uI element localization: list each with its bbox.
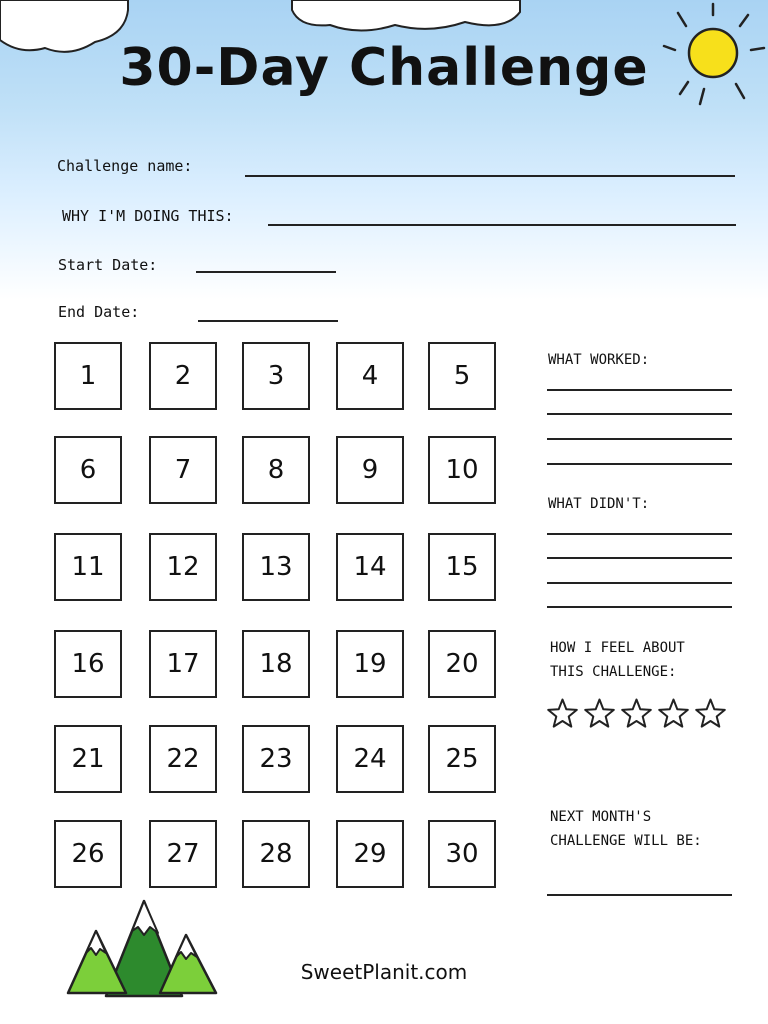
- what-worked-line[interactable]: [547, 413, 732, 415]
- day-box[interactable]: 8: [242, 436, 310, 504]
- day-box[interactable]: 15: [428, 533, 496, 601]
- day-box[interactable]: 12: [149, 533, 217, 601]
- day-box[interactable]: 22: [149, 725, 217, 793]
- what-worked-line[interactable]: [547, 438, 732, 440]
- day-box[interactable]: 21: [54, 725, 122, 793]
- day-box[interactable]: 3: [242, 342, 310, 410]
- day-box[interactable]: 11: [54, 533, 122, 601]
- what-worked-label: WHAT WORKED:: [548, 352, 650, 368]
- what-didnt-line[interactable]: [547, 606, 732, 608]
- day-box[interactable]: 9: [336, 436, 404, 504]
- feel-label-line2: THIS CHALLENGE:: [550, 664, 677, 680]
- rating-stars: [546, 697, 727, 730]
- day-box[interactable]: 1: [54, 342, 122, 410]
- day-box[interactable]: 17: [149, 630, 217, 698]
- what-didnt-line[interactable]: [547, 533, 732, 535]
- what-didnt-line[interactable]: [547, 557, 732, 559]
- what-worked-line[interactable]: [547, 463, 732, 465]
- day-box[interactable]: 30: [428, 820, 496, 888]
- day-box[interactable]: 19: [336, 630, 404, 698]
- day-box[interactable]: 5: [428, 342, 496, 410]
- footer-website: SweetPlanit.com: [300, 960, 468, 984]
- star-icon[interactable]: [546, 697, 579, 730]
- feel-label-line1: HOW I FEEL ABOUT: [550, 640, 685, 656]
- why-line[interactable]: [268, 224, 736, 226]
- day-box[interactable]: 13: [242, 533, 310, 601]
- why-label: WHY I'M DOING THIS:: [62, 207, 234, 225]
- day-box[interactable]: 6: [54, 436, 122, 504]
- day-box[interactable]: 20: [428, 630, 496, 698]
- what-worked-line[interactable]: [547, 389, 732, 391]
- day-box[interactable]: 27: [149, 820, 217, 888]
- end-date-label: End Date:: [58, 303, 140, 321]
- day-box[interactable]: 25: [428, 725, 496, 793]
- day-box[interactable]: 26: [54, 820, 122, 888]
- next-month-line[interactable]: [547, 894, 732, 896]
- end-date-line[interactable]: [198, 320, 338, 322]
- challenge-name-label: Challenge name:: [57, 157, 193, 175]
- day-box[interactable]: 16: [54, 630, 122, 698]
- next-month-label-line2: CHALLENGE WILL BE:: [550, 833, 702, 849]
- start-date-label: Start Date:: [58, 256, 158, 274]
- star-icon[interactable]: [620, 697, 653, 730]
- day-box[interactable]: 23: [242, 725, 310, 793]
- what-didnt-line[interactable]: [547, 582, 732, 584]
- challenge-name-line[interactable]: [245, 175, 735, 177]
- next-month-label-line1: NEXT MONTH'S: [550, 809, 652, 825]
- day-box[interactable]: 18: [242, 630, 310, 698]
- day-box[interactable]: 10: [428, 436, 496, 504]
- page-title: 30-Day Challenge: [119, 38, 649, 98]
- what-didnt-label: WHAT DIDN'T:: [548, 496, 650, 512]
- day-box[interactable]: 14: [336, 533, 404, 601]
- day-box[interactable]: 24: [336, 725, 404, 793]
- star-icon[interactable]: [694, 697, 727, 730]
- start-date-line[interactable]: [196, 271, 336, 273]
- star-icon[interactable]: [583, 697, 616, 730]
- day-box[interactable]: 4: [336, 342, 404, 410]
- star-icon[interactable]: [657, 697, 690, 730]
- day-box[interactable]: 28: [242, 820, 310, 888]
- day-box[interactable]: 2: [149, 342, 217, 410]
- day-box[interactable]: 7: [149, 436, 217, 504]
- day-box[interactable]: 29: [336, 820, 404, 888]
